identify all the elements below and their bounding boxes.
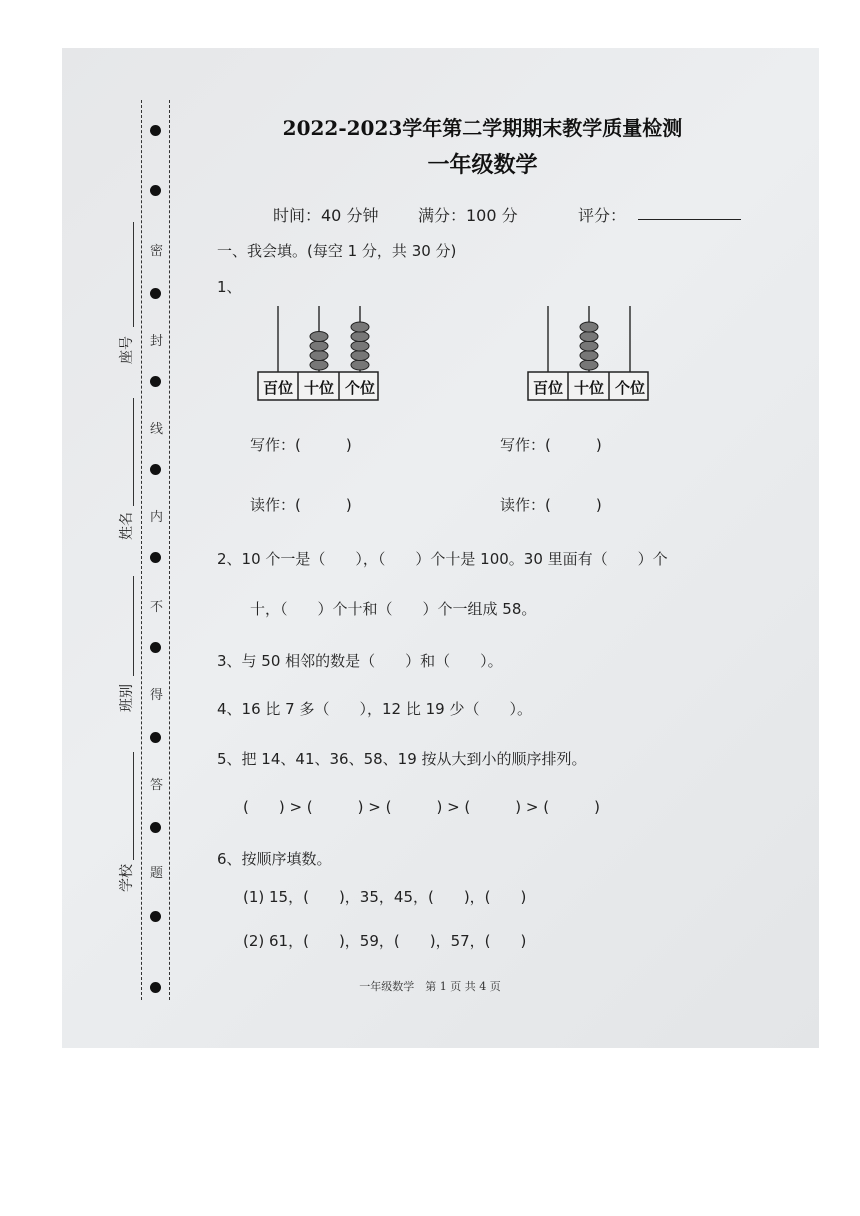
score-label: 评分： [578,206,627,225]
binding-hole [150,288,161,299]
class-field[interactable] [133,576,134,676]
read-answer-left[interactable]: 读作：( ) [250,496,352,514]
seal-char: 题 [150,866,164,881]
binding-hole [150,911,161,922]
abacus-right-beads [580,322,598,370]
question-2-line-2: 十，（ ）个十和（ ）个一组成 58。 [250,600,537,618]
exam-time: 时间：40 分钟 [273,206,379,225]
abacus-label: 百位 [532,379,564,397]
abacus-bead [580,360,598,370]
seal-char: 密 [150,244,164,259]
seal-char: 内 [150,510,164,525]
seal-char: 线 [150,422,164,437]
binding-hole [150,552,161,563]
abacus-bead [351,351,369,361]
binding-hole [150,732,161,743]
abacus-label: 百位 [262,379,294,397]
abacus-label: 十位 [573,379,605,397]
school-label: 学校 [119,864,135,892]
question-1-label: 1、 [217,278,242,296]
section-heading: 一、我会填。(每空 1 分，共 30 分) [217,242,457,260]
abacus-bead [310,360,328,370]
seal-char: 得 [150,688,164,703]
seal-char: 封 [150,334,164,349]
seat-number-field[interactable] [133,222,134,327]
binding-hole [150,822,161,833]
name-label: 姓名 [119,512,135,540]
school-field[interactable] [133,752,134,860]
binding-hole [150,642,161,653]
exam-title: 2022-2023学年第二学期期末教学质量检测 [282,116,683,140]
abacus-right [526,300,650,404]
class-label: 班别 [119,684,135,712]
binding-hole [150,464,161,475]
write-answer-left[interactable]: 写作：( ) [250,436,352,454]
question-6: 6、按顺序填数。 [217,850,332,868]
abacus-bead [351,322,369,332]
binding-hole [150,376,161,387]
seat-number-label: 座号 [119,336,135,364]
exam-full-score: 满分：100 分 [418,206,518,225]
seal-char: 不 [150,600,164,615]
binding-dashed-line-left [141,100,142,1000]
abacus-bead [310,332,328,342]
question-5-answer[interactable]: ( ) > ( ) > ( ) > ( ) > ( ) [243,798,600,816]
abacus-label: 个位 [614,379,646,397]
abacus-label: 个位 [344,379,376,397]
abacus-bead [310,341,328,351]
abacus-bead [351,341,369,351]
seal-char: 答 [150,778,164,793]
abacus-bead [310,351,328,361]
question-6-part-1[interactable]: (1) 15，( )，35，45，( )，( ) [243,888,527,906]
score-field[interactable] [638,219,741,220]
abacus-bead [351,332,369,342]
exam-subtitle: 一年级数学 [427,152,538,178]
question-5: 5、把 14、41、36、58、19 按从大到小的顺序排列。 [217,750,587,768]
name-field[interactable] [133,398,134,506]
read-answer-right[interactable]: 读作：( ) [500,496,602,514]
abacus-bead [580,351,598,361]
question-4: 4、16 比 7 多（ ），12 比 19 少（ ）。 [217,700,532,718]
write-answer-right[interactable]: 写作：( ) [500,436,602,454]
abacus-left [256,300,380,404]
binding-dashed-line-right [169,100,170,1000]
abacus-bead [580,341,598,351]
abacus-bead [351,360,369,370]
question-3: 3、与 50 相邻的数是（ ）和（ ）。 [217,652,503,670]
abacus-bead [580,322,598,332]
abacus-bead [580,332,598,342]
binding-hole [150,185,161,196]
abacus-label: 十位 [303,379,335,397]
question-6-part-2[interactable]: (2) 61，( )，59，( )，57，( ) [243,932,527,950]
page-footer: 一年级数学 第 1 页 共 4 页 [359,980,501,993]
question-2-line-1: 2、10 个一是（ ），（ ）个十是 100。30 里面有（ ）个 [217,550,668,568]
